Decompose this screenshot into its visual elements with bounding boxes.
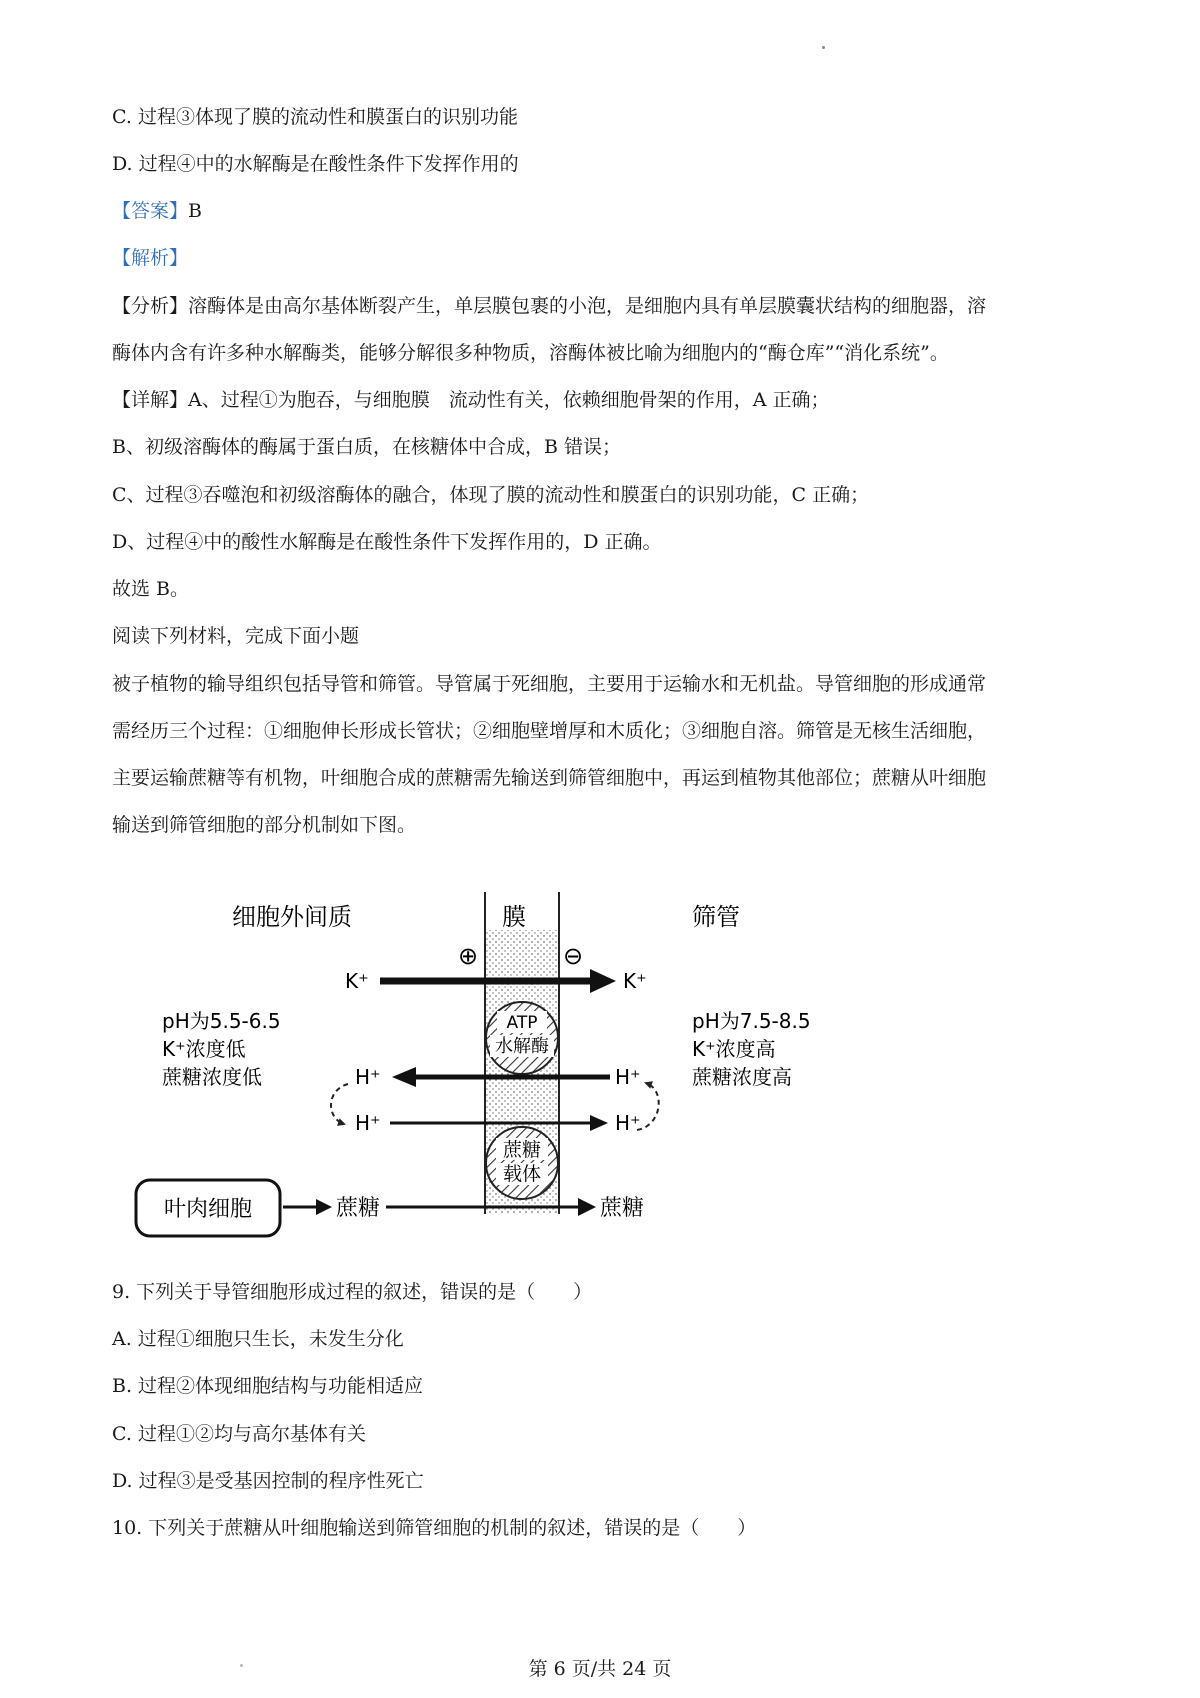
sucrose-right: 蔗糖 (600, 1196, 645, 1221)
k-ion-left: K⁺ (345, 969, 369, 993)
k-ion-right: K⁺ (623, 969, 647, 993)
analysis-line-1: 【分析】溶酶体是由高尔基体断裂产生，单层膜包裹的小泡，是细胞内具有单层膜囊状结构的细胞器，溶 (112, 295, 987, 317)
detail-line-d: D、过程④中的酸性水解酶是在酸性条件下发挥作用的，D 正确。 (112, 531, 662, 553)
left-ph: pH为5.5-6.5 (162, 1009, 281, 1033)
analysis-label: 【解析】 (112, 247, 189, 269)
left-cycle-arrow (331, 1084, 348, 1124)
h-ion-left-top: H⁺ (355, 1065, 381, 1089)
mesophyll-cell-label: 叶肉细胞 (163, 1197, 253, 1222)
mesophyll-to-sucrose-head (316, 1199, 332, 1215)
question-9-option-d: D. 过程③是受基因控制的程序性死亡 (112, 1470, 424, 1492)
question-10: 10. 下列关于蔗糖从叶细胞输送到筛管细胞的机制的叙述，错误的是（ ） (112, 1517, 757, 1539)
right-ph: pH为7.5-8.5 (692, 1009, 811, 1033)
sucrose-transport-head (578, 1198, 596, 1216)
scan-dot (822, 46, 825, 49)
question-9-option-b: B. 过程②体现细胞结构与功能相适应 (112, 1375, 424, 1397)
reading-instruction: 阅读下列材料，完成下面小题 (112, 625, 360, 647)
analysis-line-2: 酶体内含有许多种水解酶类，能够分解很多种物质，溶酶体被比喻为细胞内的“酶仓库”“消化系统”。 (112, 342, 949, 364)
h-ion-outward-head (392, 1067, 416, 1087)
answer-line (112, 198, 1102, 224)
atp-enzyme-label: 水解酶 (495, 1036, 549, 1057)
material-line-3: 主要运输蔗糖等有机物，叶细胞合成的蔗糖需先输送到筛管细胞中，再运到植物其他部位；蔗糖从叶细胞 (112, 767, 987, 789)
left-region-label: 细胞外间质 (232, 903, 352, 931)
membrane-label: 膜 (502, 903, 526, 931)
detail-line-c: C、过程③吞噬泡和初级溶酶体的融合，体现了膜的流动性和膜蛋白的识别功能，C 正确； (112, 484, 870, 506)
sucrose-left: 蔗糖 (336, 1196, 381, 1221)
question-9-option-c: C. 过程①②均与高尔基体有关 (112, 1423, 366, 1445)
right-sucrose-concentration: 蔗糖浓度高 (692, 1065, 792, 1089)
material-line-1: 被子植物的输导组织包括导管和筛管。导管属于死细胞，主要用于运输水和无机盐。导管细胞的形成通常 (112, 673, 987, 695)
left-k-concentration: K⁺浓度低 (162, 1037, 246, 1061)
material-line-4: 输送到筛管细胞的部分机制如下图。 (112, 814, 417, 836)
question-9: 9. 下列关于导管细胞形成过程的叙述，错误的是（ ） (112, 1281, 593, 1303)
k-ion-arrow-head (590, 969, 616, 993)
detail-line-a: 【详解】A、过程①为胞吞，与细胞膜 流动性有关，依赖细胞骨架的作用，A 正确； (112, 389, 830, 411)
atp-label: ATP (506, 1013, 538, 1033)
right-k-concentration: K⁺浓度高 (692, 1037, 776, 1061)
sucrose-transport-diagram (140, 880, 811, 1240)
h-ion-left-bottom: H⁺ (355, 1111, 381, 1135)
option-c-line: C. 过程③体现了膜的流动性和膜蛋白的识别功能 (112, 106, 518, 128)
minus-sign: ⊖ (563, 942, 584, 970)
left-sucrose-concentration: 蔗糖浓度低 (162, 1065, 262, 1089)
plus-sign: ⊕ (458, 942, 479, 970)
sucrose-carrier-label-1: 蔗糖 (502, 1139, 542, 1161)
option-d-line: D. 过程④中的水解酶是在酸性条件下发挥作用的 (112, 153, 519, 175)
material-line-2: 需经历三个过程：①细胞伸长形成长管状；②细胞壁增厚和木质化；③细胞自溶。筛管是无核生活细胞， (112, 720, 987, 742)
right-region-label: 筛管 (692, 903, 740, 931)
answer-label: 【答案】 (112, 200, 189, 222)
sucrose-carrier-label-2: 载体 (502, 1163, 542, 1185)
page-footer: 第 6 页/共 24 页 (528, 1658, 672, 1680)
answer-value: B (188, 200, 202, 222)
choice-line: 故选 B。 (112, 578, 190, 600)
h-ion-right-top: H⁺ (615, 1065, 641, 1089)
h-ion-right-bottom: H⁺ (615, 1111, 641, 1135)
h-ion-inward-head (590, 1115, 608, 1131)
detail-line-b: B、初级溶酶体的酶属于蛋白质，在核糖体中合成，B 错误； (112, 436, 621, 458)
question-9-option-a: A. 过程①细胞只生长，未发生分化 (112, 1328, 404, 1350)
